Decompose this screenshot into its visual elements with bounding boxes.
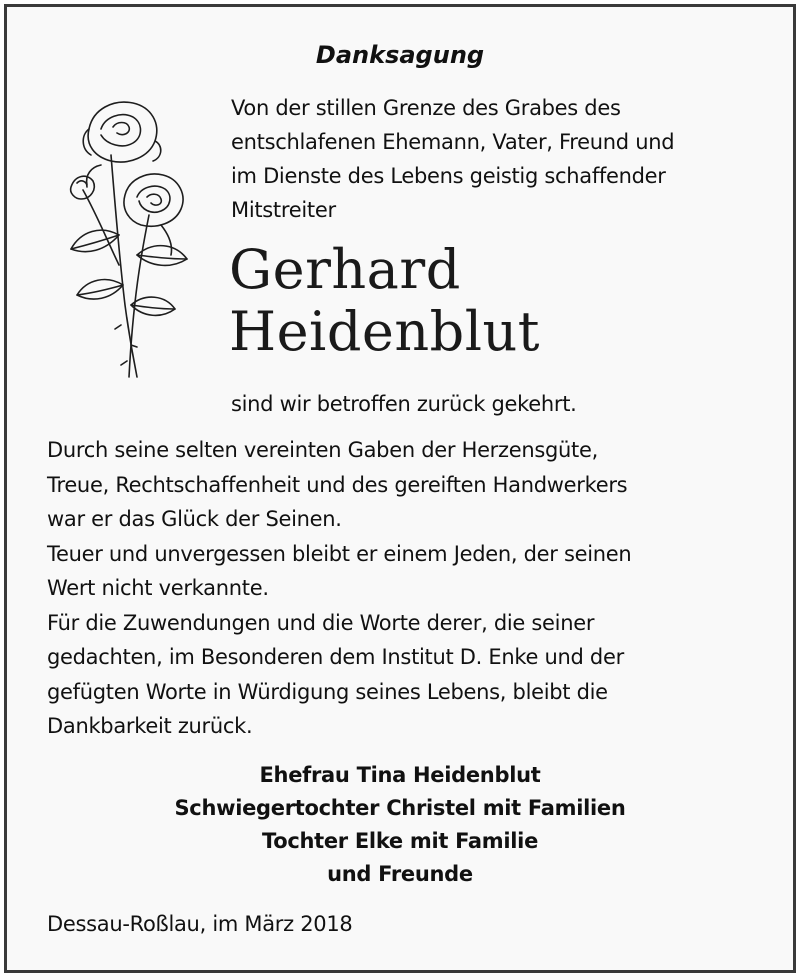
intro-text [231,91,674,227]
after-name-text: sind wir betroffen zurück gekehrt. [231,392,577,416]
signature-line: Ehefrau Tina Heidenblut [259,763,541,787]
body-line: war er das Glück der Seinen. [47,507,342,531]
body-line: Teuer und unvergessen bleibt er einem Jeden, der seinen [47,541,632,566]
body-line: Treue, Rechtschaffenheit und des gereiften Handwerkers [47,472,628,497]
notice-heading: Danksagung [315,41,485,69]
last-name: Heidenblut [229,300,540,363]
intro-line: im Dienste des Lebens geistig schaffender [231,164,666,188]
intro-line: Mitstreiter [231,198,336,222]
signature-line: Tochter Elke mit Familie [261,829,539,853]
first-name: Gerhard [229,238,461,301]
rose-illustration-icon [41,95,201,385]
body-text [47,433,631,744]
obituary-notice [4,4,796,973]
signature-line: Schwiegertochter Christel mit Familien [174,796,626,820]
intro-line: Von der stillen Grenze des Grabes des [231,96,621,120]
body-line: Durch seine selten vereinten Gaben der Herzensgüte, [47,438,598,462]
signature-line: und Freunde [327,862,473,886]
place-date: Dessau-Roßlau, im März 2018 [47,912,353,936]
body-line: gefügten Worte in Würdigung seines Lebens, bleibt die [47,679,608,704]
deceased-name [229,239,540,363]
body-line: Dankbarkeit zurück. [47,714,253,738]
body-line: Für die Zuwendungen und die Worte derer, die seiner [47,610,595,635]
body-line: gedachten, im Besonderen dem Institut D. Enke und der [47,645,624,669]
body-line: Wert nicht verkannte. [47,576,269,600]
intro-line: entschlafenen Ehemann, Vater, Freund und [231,130,675,154]
signature-block [7,759,793,891]
